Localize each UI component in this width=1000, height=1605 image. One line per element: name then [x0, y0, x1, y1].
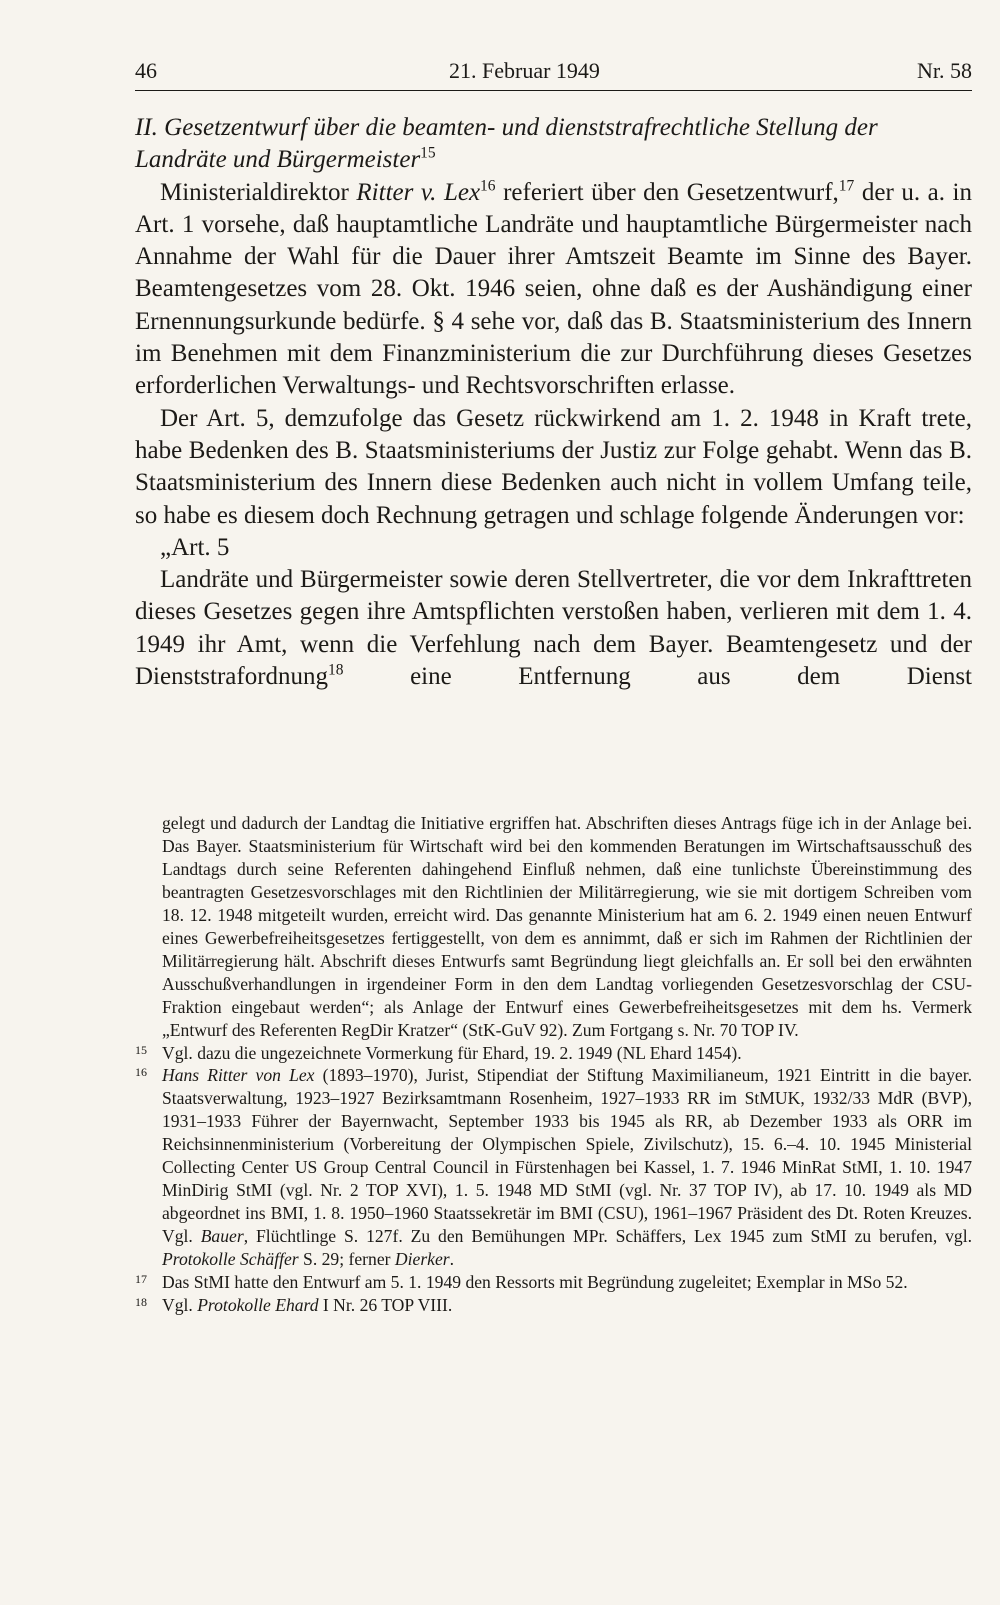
person-name: Hans Ritter von Lex — [162, 1065, 315, 1086]
footnote-15 — [135, 1042, 972, 1065]
footnote-text: , Flüchtlinge S. 127f. Zu den Bemühungen MPr. Schäffers, Lex 1945 zum StMI zu berufen, vgl. — [243, 1226, 972, 1247]
document-number: Nr. 58 — [917, 58, 972, 83]
page-number: 46 — [135, 58, 157, 83]
footnote-text: . — [449, 1249, 455, 1270]
citation-author: Bauer — [200, 1226, 244, 1247]
paragraph-text: der u. a. in Art. 1 vorsehe, daß hauptamtliche Landräte und hauptamtliche Bürgermeister nach Annahme der Wahl für die Dauer ihrer Amtszeit Beamte im Sinne des Bayer. Beamtengesetzes vom 28. Okt. 1946 seien, ohne daß es der Aushändigung einer Ernennungsurkunde bedürfe. § 4 sehe vor, daß das B. Staatsministerium des Innern im Benehmen mit dem Finanzministerium die zur Durchführung dieses Gesetzes erforderlichen Verwaltungs- und Rechtsvorschriften erlasse. — [135, 178, 972, 400]
paragraph-text: referiert über den Gesetzentwurf, — [495, 178, 839, 206]
footnote-ref: 17 — [838, 176, 855, 194]
section-heading-text: II. Gesetzentwurf über die beamten- und dienststrafrechtliche Stellung der Landräte und Bürgermeister — [135, 114, 878, 174]
citation-author: Dierker — [394, 1249, 450, 1270]
article-label: „Art. 5 — [160, 533, 230, 561]
paragraph: Der Art. 5, demzufolge das Gesetz rückwirkend am 1. 2. 1948 in Kraft trete, habe Bedenken des B. Staatsministeriums der Justiz zur Folge gehabt. Wenn das B. Staatsministerium des Innern diese Bedenken auch nicht in vollem Umfang teile, so habe es diesem doch Rechnung getragen und schlage folgende Änderungen vor: — [135, 404, 972, 529]
footnote-number: 16 — [135, 1065, 147, 1080]
footnote-text: I Nr. 26 TOP VIII. — [318, 1295, 453, 1316]
header-date: 21. Februar 1949 — [449, 58, 600, 83]
footnotes — [135, 812, 972, 1317]
main-text — [135, 112, 972, 693]
paragraph — [135, 564, 972, 693]
footnote-ref: 18 — [328, 661, 344, 679]
footnote-text: Vgl. dazu die ungezeichnete Vormerkung für Ehard, 19. 2. 1949 (NL Ehard 1454). — [162, 1042, 742, 1063]
citation-title: Protokolle Ehard — [197, 1295, 319, 1316]
footnote-ref: 15 — [420, 144, 436, 162]
paragraph — [135, 177, 972, 403]
paragraph-text: Ministerialdirektor — [160, 178, 357, 206]
footnote-text: S. 29; ferner — [298, 1249, 395, 1270]
footnote-text: Das StMI hatte den Entwurf am 5. 1. 1949 den Ressorts mit Begründung zugeleitet; Exemplar in MSo 52. — [162, 1272, 908, 1293]
citation-title: Protokolle Schäffer — [162, 1249, 299, 1270]
footnote-number: 17 — [135, 1272, 147, 1287]
footnote-ref: 16 — [480, 176, 496, 194]
footnote-continuation: gelegt und dadurch der Landtag die Initiative ergriffen hat. Abschriften dieses Antrags füge ich in der Anlage bei. Das Bayer. Staatsministerium für Wirtschaft wird bei den kommenden Beratungen im Wirtschaftsausschuß des Landtags durch seine Referenten dahingehend Einfluß nehmen, daß eine tunlichste Übereinstimmung des beantragten Gesetzesvorschlages mit den Richtlinien der Militärregierung, wie sie mit dortigem Schreiben vom 18. 12. 1948 mitgeteilt wurden, erreicht wird. Das genannte Ministerium hat am 6. 2. 1949 einen neuen Entwurf eines Gewerbefreiheitsgesetzes fertiggestellt, von dem es annimmt, daß er sich im Rahmen der Richtlinien der Militärregierung hält. Abschrift dieses Entwurfs samt Begründung liegt gleichfalls an. Er soll bei den erwähnten Ausschußverhandlungen in irgendeiner Form in den dem Landtag vorliegenden Gesetzesvorschlag der CSU-Fraktion eingebaut werden“; als Anlage der Entwurf eines Gewerbefreiheitsgesetzes mit dem hs. Vermerk „Entwurf des Referenten RegDir Kratzer“ (StK-GuV 92). Zum Fortgang s. Nr. 70 TOP IV. — [162, 813, 972, 1040]
section-heading — [135, 112, 972, 177]
footnote-18 — [135, 1294, 972, 1317]
paragraph-text: eine Entfernung aus dem Dienst — [343, 663, 972, 691]
paragraph-text: Landräte und Bürgermeister sowie deren Stellvertreter, die vor dem Inkrafttreten dieses Gesetzes gegen ihre Amtspflichten verstoßen haben, verlieren mit dem 1. 4. 1949 ihr Amt, wenn die Verfehlung nach dem Bayer. Beamtengesetz und der Dienststrafordnung — [135, 566, 972, 691]
person-name: Ritter v. Lex — [356, 178, 481, 206]
footnote-17 — [135, 1271, 972, 1294]
footnote-text: (1893–1970), Jurist, Stipendiat der Stiftung Maximilianeum, 1921 Eintritt in die bayer. Staatsverwaltung, 1923–1927 Bezirksamtmann Rosenheim, 1927–1933 RR im StMUK, 1932/33 MdR (BVP), 1931–1933 Führer der Bayernwacht, September 1933 bis 1945 als RR, ab Dezember 1933 als ORR im Reichsinnenministerium (Vorbereitung der Olympischen Spiele, Zivilschutz), 15. 6.–4. 10. 1945 Ministerial Collecting Center US Group Central Council in Fürstenhagen bei Kassel, 1. 7. 1946 MinRat StMI, 1. 10. 1947 MinDirig StMI (vgl. Nr. 2 TOP XVI), 1. 5. 1948 MD StMI (vgl. Nr. 37 TOP IV), ab 17. 10. 1949 als MD abgeordnet ins BMI, 1. 8. 1950–1960 Staatssekretär im BMI (CSU), 1961–1967 Präsident des Dt. Roten Kreuzes. Vgl. — [162, 1065, 972, 1247]
footnote-16 — [135, 1064, 972, 1271]
footnote-text: Vgl. — [162, 1295, 198, 1316]
footnote-number: 15 — [135, 1042, 147, 1057]
running-header — [135, 56, 972, 91]
footnote-number: 18 — [135, 1295, 147, 1310]
